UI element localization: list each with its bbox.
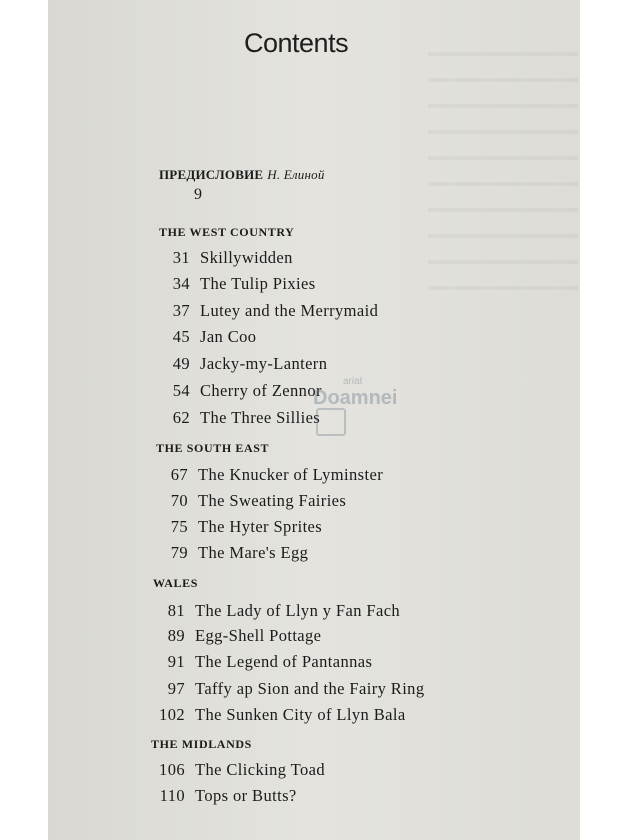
entry-page: 45 xyxy=(172,327,190,346)
entry-page: 70 xyxy=(170,491,188,510)
preface-author: Н. Елиной xyxy=(267,167,325,182)
page-title: Contents xyxy=(244,28,349,58)
watermark-logo-icon xyxy=(316,408,346,436)
entry-page: 106 xyxy=(159,760,185,779)
entry-title: The Sunken City of Llyn Bala xyxy=(195,705,406,724)
entry-page: 75 xyxy=(170,517,188,536)
toc-entry[interactable] xyxy=(144,491,346,511)
toc-entry[interactable] xyxy=(144,543,308,563)
entry-page: 91 xyxy=(167,652,185,671)
toc-entry[interactable] xyxy=(141,652,372,672)
preface-page-number: 9 xyxy=(194,186,202,203)
watermark-small-text: ariat xyxy=(343,376,363,387)
toc-entry[interactable] xyxy=(146,381,322,401)
entry-title: Skillywidden xyxy=(200,248,293,267)
toc-entry[interactable] xyxy=(146,327,256,347)
toc-entry[interactable] xyxy=(146,408,320,428)
entry-title: Egg-Shell Pottage xyxy=(195,626,322,645)
entry-page: 31 xyxy=(172,248,190,267)
entry-title: The Tulip Pixies xyxy=(200,274,316,293)
entry-title: The Sweating Fairies xyxy=(198,491,347,510)
show-through-text xyxy=(428,30,578,310)
entry-page: 89 xyxy=(167,626,185,645)
section-heading: THE WEST COUNTRY xyxy=(159,225,295,239)
entry-page: 97 xyxy=(167,679,185,698)
toc-entry[interactable] xyxy=(144,465,383,485)
entry-page: 62 xyxy=(172,408,190,427)
watermark-brand-text: Doamnei xyxy=(313,387,398,409)
toc-entry[interactable] xyxy=(146,248,293,268)
section-heading: WALES xyxy=(153,576,199,590)
entry-page: 102 xyxy=(159,705,185,724)
toc-entry[interactable] xyxy=(144,517,322,537)
section-heading: THE SOUTH EAST xyxy=(156,441,270,455)
book-page xyxy=(48,0,580,840)
section-heading: THE MIDLANDS xyxy=(151,737,252,751)
entry-title: The Mare's Egg xyxy=(198,543,309,562)
toc-entry[interactable] xyxy=(141,705,406,725)
entry-title: The Hyter Sprites xyxy=(198,517,323,536)
entry-title: Jacky-my-Lantern xyxy=(200,354,328,373)
entry-page: 54 xyxy=(172,381,190,400)
entry-title: Tops or Butts? xyxy=(195,786,297,805)
toc-entry[interactable] xyxy=(141,760,325,780)
toc-entry[interactable] xyxy=(146,301,378,321)
entry-page: 49 xyxy=(172,354,190,373)
entry-title: Taffy ap Sion and the Fairy Ring xyxy=(195,679,425,698)
entry-title: The Three Sillies xyxy=(200,408,321,427)
entry-title: Cherry of Zennor xyxy=(200,381,322,400)
preface-entry xyxy=(159,167,325,183)
entry-title: The Legend of Pantannas xyxy=(195,652,373,671)
entry-page: 110 xyxy=(159,786,185,805)
entry-title: Lutey and the Merrymaid xyxy=(200,301,379,320)
preface-label: ПРЕДИСЛОВИЕ xyxy=(159,167,264,182)
entry-page: 81 xyxy=(167,601,185,620)
entry-title: The Lady of Llyn y Fan Fach xyxy=(195,601,401,620)
toc-entry[interactable] xyxy=(146,354,327,374)
watermark xyxy=(313,376,397,410)
entry-page: 79 xyxy=(170,543,188,562)
entry-page: 67 xyxy=(170,465,188,484)
toc-entry[interactable] xyxy=(141,679,424,699)
entry-page: 37 xyxy=(172,301,190,320)
toc-entry[interactable] xyxy=(146,274,316,294)
entry-title: The Knucker of Lyminster xyxy=(198,465,384,484)
toc-entry[interactable] xyxy=(141,626,321,646)
entry-title: Jan Coo xyxy=(200,327,257,346)
entry-page: 34 xyxy=(172,274,190,293)
toc-entry[interactable] xyxy=(141,601,400,621)
entry-title: The Clicking Toad xyxy=(195,760,325,779)
toc-entry[interactable] xyxy=(141,786,297,806)
